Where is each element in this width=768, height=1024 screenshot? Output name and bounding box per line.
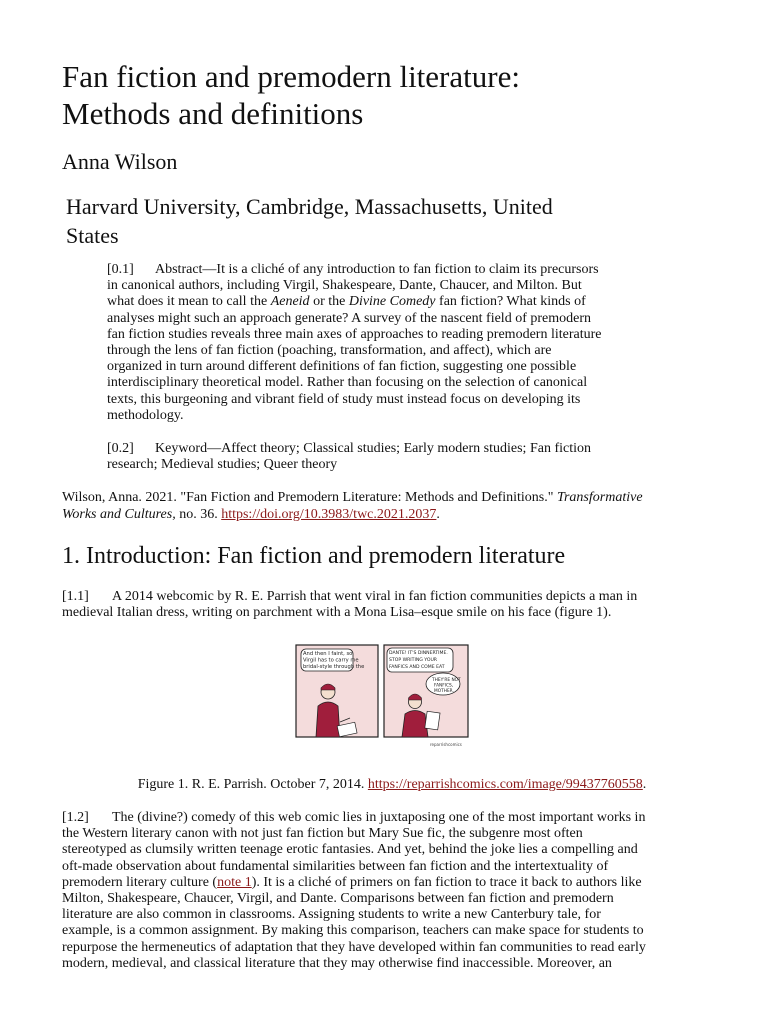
- panel-1-caption-line: And then I faint, so: [303, 651, 353, 657]
- work-title-aeneid: Aeneid: [270, 294, 310, 310]
- panel-2-reply-line: MOTHER.: [434, 689, 454, 694]
- affiliation: [66, 192, 706, 250]
- abstract-line: interdisciplinary theoretical model. Rather than focusing on the selection of canonical: [107, 375, 588, 391]
- journal-title: Transformative: [556, 490, 643, 505]
- abstract-line: what does it mean to call the Aeneid or the Divine Comedy fan fiction? What kinds of: [107, 294, 586, 310]
- comic-signature: reparrishcomics: [430, 742, 462, 747]
- author-name: Anna Wilson: [62, 149, 178, 174]
- citation: Wilson, Anna. 2021. "Fan Fiction and Premodern Literature: Methods and Definitions." Transformative Works and Cultures, no. 36. https://doi.org/10.3983/twc.2021.2037.: [62, 490, 643, 522]
- panel-2-caption-line: FANFICS AND COME EAT: [389, 665, 445, 670]
- note-1-link[interactable]: note 1: [217, 874, 252, 890]
- abstract-line: texts, this burgeoning and vibrant field of study must instead focus on developing its: [107, 391, 581, 407]
- keywords-line: research; Medieval studies; Queer theory: [107, 457, 338, 473]
- panel-2-reply-line: THEY'RE NOT: [432, 678, 461, 683]
- panel-2-caption-line: STOP WRITING YOUR: [389, 658, 437, 663]
- article-title: [62, 58, 702, 132]
- panel-1-caption-line: bridal-style through the: [303, 664, 365, 670]
- abstract-line: analyses might such an approach generate? A survey of the nascent field of premodern: [107, 310, 591, 326]
- panel-2-caption-line: DANTE! IT'S DINNERTIME.: [389, 651, 448, 656]
- affiliation-line-2: States: [66, 223, 119, 248]
- title-line-2: Methods and definitions: [62, 96, 364, 131]
- journal-title-cont: Works and Cultures,: [62, 507, 176, 522]
- keywords-line: Keyword—Affect theory; Classical studies; Early modern studies; Fan fiction: [155, 441, 591, 456]
- comic-image: [292, 642, 472, 754]
- abstract-line: through the lens of fan fiction (poaching, transformation, and affect), which are: [107, 343, 552, 359]
- panel-1-caption-line: Virgil has to carry me: [303, 657, 359, 664]
- work-title-divine-comedy: Divine Comedy: [348, 294, 436, 310]
- section-heading: 1. Introduction: Fan fiction and premodern literature: [62, 543, 566, 569]
- figure-1-caption: Figure 1. R. E. Parrish. October 7, 2014. https://reparrishcomics.com/image/99437760558.: [137, 777, 647, 792]
- paragraph-number: [1.2]: [62, 810, 89, 825]
- abstract-line: in canonical authors, including Virgil, Shakespeare, Dante, Chaucer, and Milton. But: [107, 278, 582, 294]
- doi-link[interactable]: https://doi.org/10.3983/twc.2021.2037: [221, 507, 437, 522]
- paragraph-1-2: [1.2] The (divine?) comedy of this web comic lies in juxtaposing one of the most important works in the Western literary canon with not just fan fiction but Mary Sue fic, the subgenre most often stereotyped as clumsily written teenage erotic fantasies. And yet, behind the joke lies a compelling and oft-made observation about fundamental similarities between fan fiction and the intertextuality of premodern literary culture (note 1). It is a cliché of primers on fan fiction to trace it back to authors like Milton, Shakespeare, Chaucer, Virgil, and Dante. Comparisons between fan fiction and premodern literature are also common in classrooms. Assigning students to write a new Canterbury tale, for example, is a common assignment. By making this comparison, teachers can make space for students to repurpose the hermeneutics of adaptation that they have developed within fan communities to read early modern, medieval, and classical literature that they may otherwise find inaccessible. Moreover, an: [62, 810, 646, 971]
- abstract-line: fan fiction studies reveals three main axes of approaches to reading premodern literature: [107, 326, 602, 342]
- abstract-line: methodology.: [107, 407, 184, 423]
- paragraph-number: [0.1]: [107, 262, 134, 277]
- title-line-1: Fan fiction and premodern literature:: [62, 59, 520, 94]
- abstract-line: [0.1] Abstract—It is a cliché of any introduction to fan fiction to claim its precursors: [107, 262, 599, 277]
- abstract-paragraph: [107, 262, 667, 424]
- affiliation-line-1: Harvard University, Cambridge, Massachusetts, United: [66, 194, 553, 219]
- figure-1-comic: [292, 642, 472, 754]
- paragraph-number: [0.2]: [107, 441, 134, 456]
- keywords-paragraph: [107, 441, 667, 473]
- paragraph-number: [1.1]: [62, 589, 89, 604]
- paragraph-1-1: [1.1] A 2014 webcomic by R. E. Parrish that went viral in fan fiction communities depicts a man in medieval Italian dress, writing on parchment with a Mona Lisa–esque smile on his face (figure 1).: [62, 589, 638, 621]
- panel-2-reply-line: FANFICS,: [434, 683, 454, 689]
- abstract-line: organized in turn around different definitions of fan fiction, suggesting one possible: [107, 359, 577, 375]
- figure-1-link[interactable]: https://reparrishcomics.com/image/99437760558: [367, 777, 643, 792]
